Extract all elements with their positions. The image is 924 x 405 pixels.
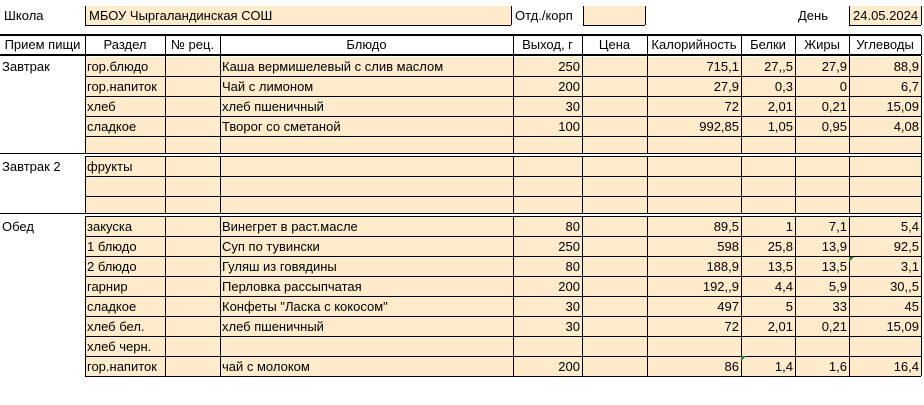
cell-fill — [796, 337, 849, 356]
cell-dish[interactable]: чай с молоком — [222, 359, 310, 374]
cell-fill — [514, 177, 582, 196]
column-header-yield: Выход, г — [522, 37, 573, 52]
cell-section[interactable]: гарнир — [87, 279, 128, 294]
column-header-divider — [513, 35, 514, 55]
cell-yield[interactable]: 100 — [558, 119, 580, 134]
cell-carb[interactable]: 45 — [904, 299, 919, 314]
cell-fat[interactable]: 1,6 — [828, 359, 847, 374]
cell-section[interactable]: хлеб бел. — [87, 319, 145, 334]
cell-carb[interactable]: 30,,5 — [890, 279, 919, 294]
column-header-divider — [849, 35, 850, 55]
column-header-rec: № рец. — [170, 37, 215, 52]
column-header-fat: Жиры — [804, 37, 840, 52]
cell-fill — [166, 277, 220, 296]
cell-fat[interactable]: 0,21 — [821, 99, 847, 114]
cell-fill — [166, 357, 220, 376]
cell-dish[interactable]: Суп по тувински — [222, 239, 320, 254]
cell-dish[interactable]: хлеб пшеничный — [222, 319, 324, 334]
cell-fill — [166, 257, 220, 276]
cell-dish[interactable]: Гуляш из говядины — [222, 259, 337, 274]
cell-prot[interactable]: 1 — [785, 219, 793, 234]
cell-yield[interactable]: 80 — [565, 219, 580, 234]
cell-kcal[interactable]: 72 — [724, 319, 739, 334]
cell-fill — [850, 177, 921, 196]
cell-kcal[interactable]: 992,85 — [699, 119, 739, 134]
cell-fill — [648, 157, 741, 176]
cell-fat[interactable]: 33 — [832, 299, 847, 314]
cell-section[interactable]: фрукты — [87, 159, 133, 174]
cell-fill — [166, 177, 220, 196]
cell-fill — [166, 57, 220, 76]
day-label: День — [798, 8, 828, 23]
cell-kcal[interactable]: 89,5 — [713, 219, 739, 234]
cell-section[interactable]: хлеб черн. — [87, 339, 152, 354]
cell-carb[interactable]: 5,4 — [900, 219, 919, 234]
column-header-bottom-border — [0, 54, 921, 56]
cell-dish[interactable]: Чай с лимоном — [222, 79, 314, 94]
cell-fill — [583, 117, 647, 136]
grid-column-line — [647, 56, 648, 376]
cell-fill — [583, 177, 647, 196]
cell-prot[interactable]: 2,01 — [767, 319, 793, 334]
column-header-divider — [220, 35, 221, 55]
cell-meal: Завтрак — [2, 59, 50, 74]
header-divider — [921, 6, 922, 25]
dept-fill — [583, 6, 645, 25]
cell-meal: Обед — [2, 219, 34, 234]
cell-section[interactable]: 2 блюдо — [87, 259, 137, 274]
column-header-kcal: Калорийность — [651, 37, 737, 52]
cell-section[interactable]: сладкое — [87, 119, 137, 134]
grid-column-line — [795, 56, 796, 376]
cell-fill — [850, 157, 921, 176]
cell-prot[interactable]: 1,05 — [767, 119, 793, 134]
cell-fat[interactable]: 0,21 — [821, 319, 847, 334]
separator-gap — [0, 154, 921, 156]
cell-section[interactable]: хлеб — [87, 99, 116, 114]
cell-yield[interactable]: 200 — [558, 279, 580, 294]
comment-marker — [849, 257, 854, 262]
grid-column-line — [849, 56, 850, 376]
cell-meal: Завтрак 2 — [2, 159, 61, 174]
cell-fill — [742, 157, 795, 176]
column-header-carb: Углеводы — [856, 37, 914, 52]
grid-column-line — [582, 56, 583, 376]
header-divider — [85, 6, 86, 25]
cell-prot[interactable]: 25,8 — [767, 239, 793, 254]
cell-fat[interactable]: 13,9 — [821, 239, 847, 254]
cell-yield[interactable]: 250 — [558, 59, 580, 74]
cell-carb[interactable]: 4,08 — [893, 119, 919, 134]
cell-fill — [166, 77, 220, 96]
column-header-section: Раздел — [103, 37, 147, 52]
cell-fat[interactable]: 13,5 — [821, 259, 847, 274]
cell-fill — [166, 297, 220, 316]
cell-kcal[interactable]: 598 — [717, 239, 739, 254]
cell-fill — [648, 177, 741, 196]
cell-fat[interactable]: 27,9 — [821, 59, 847, 74]
cell-yield[interactable]: 30 — [565, 319, 580, 334]
grid-column-line — [220, 56, 221, 376]
cell-fill — [583, 217, 647, 236]
cell-kcal[interactable]: 188,9 — [706, 259, 739, 274]
cell-fill — [221, 177, 513, 196]
grid-column-line — [741, 56, 742, 376]
cell-kcal[interactable]: 27,9 — [713, 79, 739, 94]
cell-fill — [742, 177, 795, 196]
cell-section[interactable]: гор.напиток — [87, 79, 157, 94]
cell-carb[interactable]: 88,9 — [893, 59, 919, 74]
cell-dish[interactable]: Винегрет в раст.масле — [222, 219, 358, 234]
cell-section[interactable]: сладкое — [87, 299, 137, 314]
cell-section[interactable]: 1 блюдо — [87, 239, 137, 254]
header-divider — [511, 6, 512, 25]
cell-kcal[interactable]: 192,,9 — [702, 279, 739, 294]
cell-carb[interactable]: 16,4 — [893, 359, 919, 374]
cell-fill — [583, 357, 647, 376]
cell-dish[interactable]: Творог со сметаной — [222, 119, 341, 134]
cell-section[interactable]: гор.напиток — [87, 359, 157, 374]
cell-fill — [583, 337, 647, 356]
cell-fat[interactable]: 7,1 — [828, 219, 847, 234]
cell-prot[interactable]: 0,3 — [774, 79, 793, 94]
cell-fill — [86, 177, 165, 196]
cell-fat[interactable]: 0,95 — [821, 119, 847, 134]
cell-fill — [583, 277, 647, 296]
comment-marker — [741, 356, 746, 361]
cell-carb[interactable]: 3,1 — [900, 259, 919, 274]
cell-fill — [166, 97, 220, 116]
header-underline — [583, 25, 645, 26]
cell-prot[interactable]: 2,01 — [767, 99, 793, 114]
column-header-divider — [85, 35, 86, 55]
cell-prot[interactable]: 5 — [785, 299, 793, 314]
cell-section[interactable]: закуска — [87, 219, 133, 234]
grid-column-line — [85, 56, 86, 376]
cell-fat[interactable]: 0 — [839, 79, 847, 94]
cell-fill — [514, 157, 582, 176]
cell-fill — [583, 237, 647, 256]
cell-yield[interactable]: 200 — [558, 359, 580, 374]
cell-fill — [514, 337, 582, 356]
cell-fill — [166, 317, 220, 336]
school-label: Школа — [4, 8, 44, 23]
cell-fill — [166, 217, 220, 236]
column-header-divider — [741, 35, 742, 55]
cell-fill — [583, 77, 647, 96]
cell-dish[interactable]: Перловка рассыпчатая — [222, 279, 362, 294]
grid-column-line — [513, 56, 514, 376]
cell-fill — [166, 157, 220, 176]
column-header-divider — [647, 35, 648, 55]
cell-prot[interactable]: 1,4 — [774, 359, 793, 374]
column-header-meal: Прием пищи — [4, 37, 81, 52]
cell-dish[interactable]: Каша вермишелевый с слив маслом — [222, 59, 444, 74]
cell-prot[interactable]: 4,4 — [774, 279, 793, 294]
separator-gap — [0, 214, 921, 216]
cell-kcal[interactable]: 72 — [724, 99, 739, 114]
cell-fill — [742, 337, 795, 356]
cell-kcal[interactable]: 497 — [717, 299, 739, 314]
cell-fill — [221, 157, 513, 176]
column-header-divider — [795, 35, 796, 55]
cell-section[interactable]: гор.блюдо — [87, 59, 149, 74]
cell-yield[interactable]: 250 — [558, 239, 580, 254]
header-divider — [583, 6, 584, 25]
cell-carb[interactable]: 92,5 — [893, 239, 919, 254]
cell-prot[interactable]: 27,,5 — [764, 59, 793, 74]
cell-fill — [583, 157, 647, 176]
cell-carb[interactable]: 15,09 — [886, 319, 919, 334]
grid-column-line — [921, 56, 922, 376]
header-divider — [645, 6, 646, 25]
cell-fat[interactable]: 5,9 — [828, 279, 847, 294]
cell-yield[interactable]: 200 — [558, 79, 580, 94]
day-field[interactable]: 24.05.2024 — [853, 8, 919, 23]
cell-yield[interactable]: 30 — [565, 299, 580, 314]
dept-label: Отд./корп — [515, 8, 573, 23]
header-underline — [85, 25, 511, 26]
column-header-divider — [582, 35, 583, 55]
cell-yield[interactable]: 30 — [565, 99, 580, 114]
cell-fill — [166, 117, 220, 136]
cell-fill — [648, 337, 741, 356]
cell-fill — [221, 337, 513, 356]
cell-dish[interactable]: хлеб пшеничный — [222, 99, 324, 114]
cell-fill — [850, 337, 921, 356]
row-divider — [85, 376, 921, 377]
column-header-divider — [921, 35, 922, 55]
cell-fill — [583, 317, 647, 336]
cell-fill — [583, 257, 647, 276]
cell-fill — [166, 337, 220, 356]
cell-fill — [166, 237, 220, 256]
cell-yield[interactable]: 80 — [565, 259, 580, 274]
cell-fill — [583, 297, 647, 316]
cell-prot[interactable]: 13,5 — [767, 259, 793, 274]
column-header-divider — [165, 35, 166, 55]
cell-carb[interactable]: 6,7 — [900, 79, 919, 94]
grid-column-line — [165, 56, 166, 376]
column-header-dish: Блюдо — [346, 37, 387, 52]
cell-fill — [583, 97, 647, 116]
cell-dish[interactable]: Конфеты "Ласка с кокосом" — [222, 299, 388, 314]
header-divider — [849, 6, 850, 25]
cell-kcal[interactable]: 86 — [724, 359, 739, 374]
cell-fill — [583, 57, 647, 76]
header-underline — [849, 25, 921, 26]
school-name-field[interactable]: МБОУ Чыргаландинская СОШ — [89, 8, 273, 23]
column-header-prot: Белки — [750, 37, 786, 52]
cell-fill — [796, 157, 849, 176]
cell-carb[interactable]: 15,09 — [886, 99, 919, 114]
column-header-price: Цена — [598, 37, 631, 52]
cell-kcal[interactable]: 715,1 — [706, 59, 739, 74]
cell-fill — [796, 177, 849, 196]
